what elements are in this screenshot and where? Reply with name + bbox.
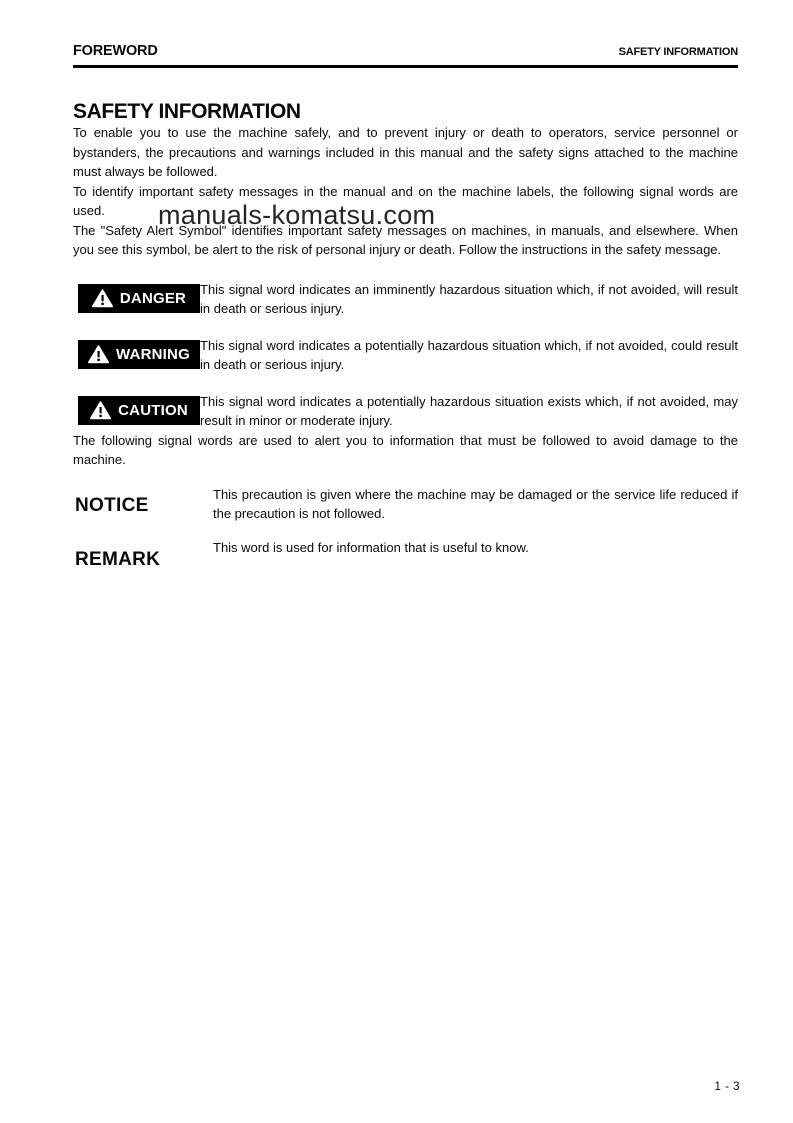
warning-badge [78,340,200,369]
caution-description: This signal word indicates a potentially hazardous situation exists which, if not avoided, may result in minor or moderate injury. [200,393,738,428]
notice-heading: NOTICE [75,494,149,516]
following-paragraph: The following signal words are used to alert you to information that must be followed to avoid damage to the machine. [73,432,738,467]
warning-description: This signal word indicates a potentially hazardous situation which, if not avoided, could result in death or serious injury. [200,337,738,372]
page-number: 1 - 3 [714,1081,740,1093]
caution-signal-row [73,392,738,431]
intro-paragraph: To enable you to use the machine safely, and to prevent injury or death to operators, service personnel or bystanders, the precautions and warnings included in this manual and the safety signs attached to the machine must always be followed. [73,125,738,179]
caution-badge-label: CAUTION [118,401,188,419]
danger-description: This signal word indicates an imminently hazardous situation which, if not avoided, will result in death or serious injury. [200,281,738,316]
warning-triangle-icon [88,345,109,364]
page-title: SAFETY INFORMATION [73,100,301,123]
warning-triangle-icon [92,289,113,308]
danger-badge-label: DANGER [119,289,187,307]
danger-signal-row [73,280,738,319]
danger-badge [78,284,200,313]
remark-row [73,538,738,571]
header-section-label: FOREWORD [73,43,158,59]
identify-paragraph: To identify important safety messages in the manual and on the machine labels, the following signal words are used. [73,183,738,218]
notice-description: This precaution is given where the machine may be damaged or the service life reduced if the precaution is not followed. [213,486,738,521]
notice-row [73,485,738,524]
remark-heading: REMARK [75,548,161,570]
remark-description: This word is used for information that is useful to know. [213,539,529,555]
warning-badge-label: WARNING [116,345,190,363]
page-content [73,0,738,571]
warning-triangle-icon [90,401,111,420]
warning-signal-row [73,336,738,375]
site-watermark: manuals-komatsu.com [158,200,436,230]
alert-symbol-paragraph: The "Safety Alert Symbol" identifies important safety messages on machines, in manuals, and elsewhere. When you see this symbol, be alert to the risk of personal injury or death. Follow the instructions in the safety message. [73,222,738,257]
header-chapter-label: SAFETY INFORMATION [618,46,738,58]
caution-badge [78,396,200,425]
running-header [73,0,738,68]
